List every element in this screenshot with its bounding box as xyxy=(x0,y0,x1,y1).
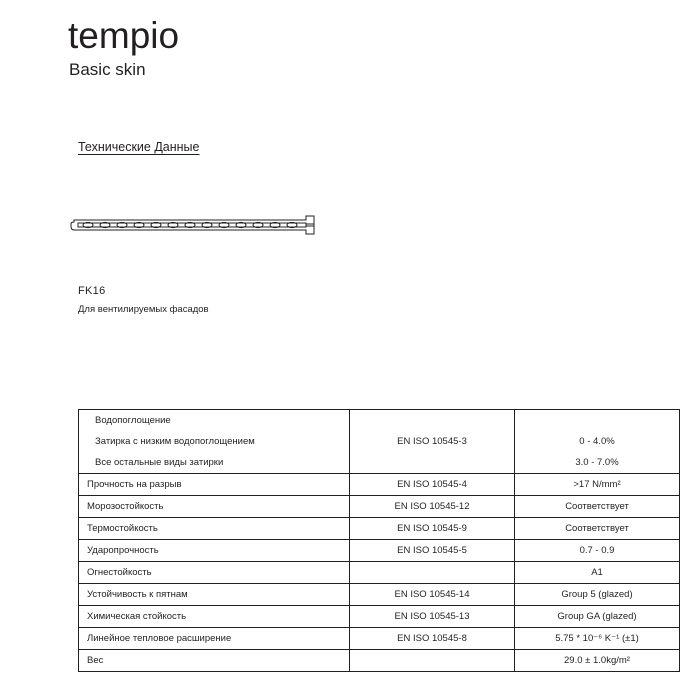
table-row xyxy=(79,650,680,672)
row-standard-cell xyxy=(350,650,515,672)
row-value-cell: 5.75 * 10⁻⁶ K⁻¹ (±1) xyxy=(515,628,680,650)
row-standard-cell: EN ISO 10545-4 xyxy=(350,474,515,496)
row-name-cell: Линейное тепловое расширение xyxy=(79,628,350,650)
row-name-line: Затирка с низким водопоглощением xyxy=(95,436,255,447)
technical-data-table xyxy=(78,409,680,672)
table-row xyxy=(79,474,680,496)
row-name-cell: Прочность на разрыв xyxy=(79,474,350,496)
table-row xyxy=(79,606,680,628)
brand-logo xyxy=(68,14,179,58)
row-standard-cell: EN ISO 10545-3 xyxy=(350,410,515,474)
row-name-line: Водопоглощение xyxy=(95,415,171,426)
row-value-cell: Group 5 (glazed) xyxy=(515,584,680,606)
row-value-cell: >17 N/mm² xyxy=(515,474,680,496)
row-name-cell: Устойчивость к пятнам xyxy=(79,584,350,606)
table-row xyxy=(79,628,680,650)
brand-logo-part2: pio xyxy=(129,15,180,56)
row-name-cell: Огнестойкость xyxy=(79,562,350,584)
row-standard-cell: EN ISO 10545-14 xyxy=(350,584,515,606)
brand-subtitle: Basic skin xyxy=(69,60,146,79)
table-row xyxy=(79,410,680,474)
row-value-cell: 0.7 - 0.9 xyxy=(515,540,680,562)
row-name-line: Все остальные виды затирки xyxy=(95,457,224,468)
product-code: FK16 xyxy=(78,285,106,297)
table-row xyxy=(79,562,680,584)
row-name-cell: Химическая стойкость xyxy=(79,606,350,628)
row-name-cell: Ударопрочность xyxy=(79,540,350,562)
row-name-cell: Термостойкость xyxy=(79,518,350,540)
product-caption: Для вентилируемых фасадов xyxy=(78,304,209,315)
row-standard-cell: EN ISO 10545-12 xyxy=(350,496,515,518)
row-value-cell xyxy=(515,410,680,474)
row-name-cell: Морозостойкость xyxy=(79,496,350,518)
row-value-cell: A1 xyxy=(515,562,680,584)
row-standard-cell: EN ISO 10545-9 xyxy=(350,518,515,540)
row-value-line: 3.0 - 7.0% xyxy=(575,457,619,468)
extruded-profile-cross-section-icon xyxy=(70,210,320,246)
row-value-cell: 29.0 ± 1.0kg/m² xyxy=(515,650,680,672)
section-title: Технические Данные xyxy=(78,140,200,154)
table-row xyxy=(79,518,680,540)
row-value-cell: Group GA (glazed) xyxy=(515,606,680,628)
row-standard-cell: EN ISO 10545-8 xyxy=(350,628,515,650)
row-name-cell xyxy=(79,410,350,474)
table-row xyxy=(79,584,680,606)
row-standard-cell: EN ISO 10545-5 xyxy=(350,540,515,562)
row-value-cell: Соответствует xyxy=(515,496,680,518)
row-value-cell: Соответствует xyxy=(515,518,680,540)
brand-logo-part1: tem xyxy=(68,15,130,56)
row-value-line: 0 - 4.0% xyxy=(579,436,615,447)
row-standard-cell: EN ISO 10545-13 xyxy=(350,606,515,628)
row-name-cell: Вес xyxy=(79,650,350,672)
table-row xyxy=(79,540,680,562)
table-row xyxy=(79,496,680,518)
row-standard-cell xyxy=(350,562,515,584)
